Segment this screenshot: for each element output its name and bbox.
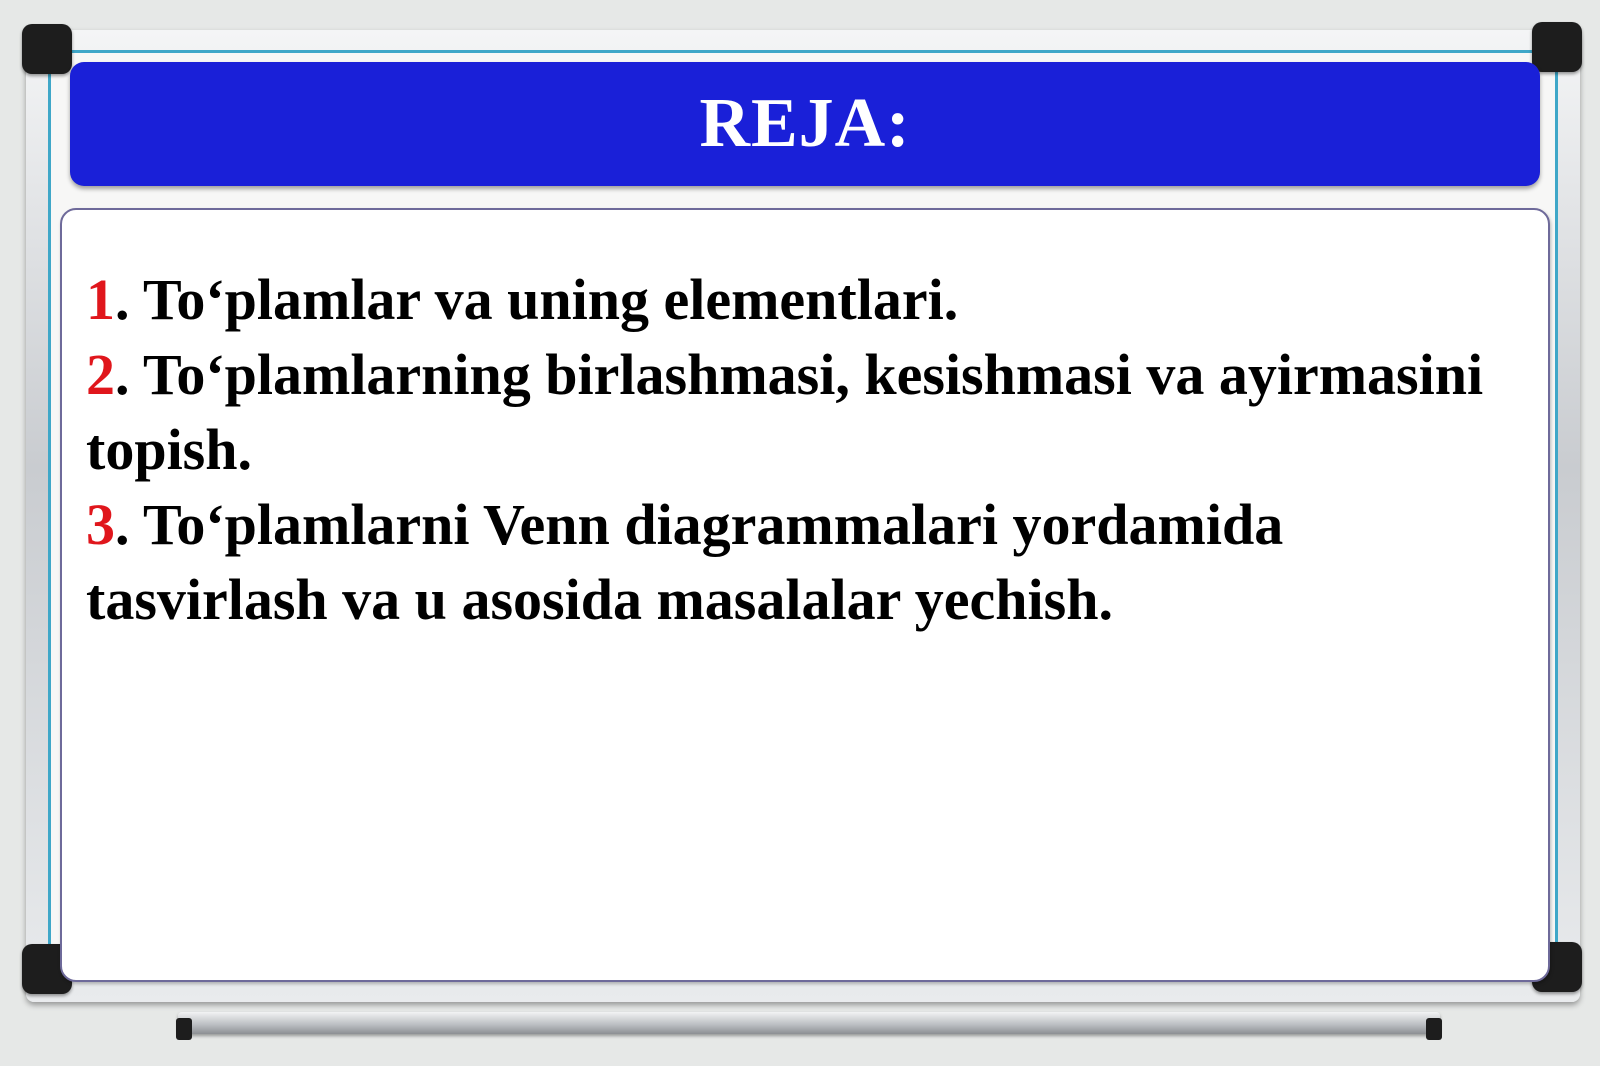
marker-tray-end-right	[1426, 1018, 1442, 1040]
frame-corner-top-right	[1532, 22, 1582, 72]
page-title: REJA:	[699, 85, 911, 162]
plan-item-3	[86, 487, 1506, 637]
content-panel	[60, 208, 1550, 982]
plan-item-1	[86, 262, 1506, 337]
plan-item-text: . To‘plamlarning birlashmasi, kesishmasi va ayirmasini topish.	[86, 342, 1484, 482]
plan-item-2	[86, 337, 1506, 487]
plan-item-number: 1	[86, 267, 115, 332]
plan-item-text: . To‘plamlarni Venn diagrammalari yordamida tasvirlash va u asosida masalalar yechish.	[86, 492, 1284, 632]
plan-item-number: 3	[86, 492, 115, 557]
marker-tray-end-left	[176, 1018, 192, 1040]
title-banner	[70, 62, 1540, 186]
plan-item-number: 2	[86, 342, 115, 407]
marker-tray	[178, 1012, 1440, 1034]
frame-corner-top-left	[22, 24, 72, 74]
plan-item-text: . To‘plamlar va uning elementlari.	[115, 267, 959, 332]
plan-list	[86, 262, 1506, 637]
